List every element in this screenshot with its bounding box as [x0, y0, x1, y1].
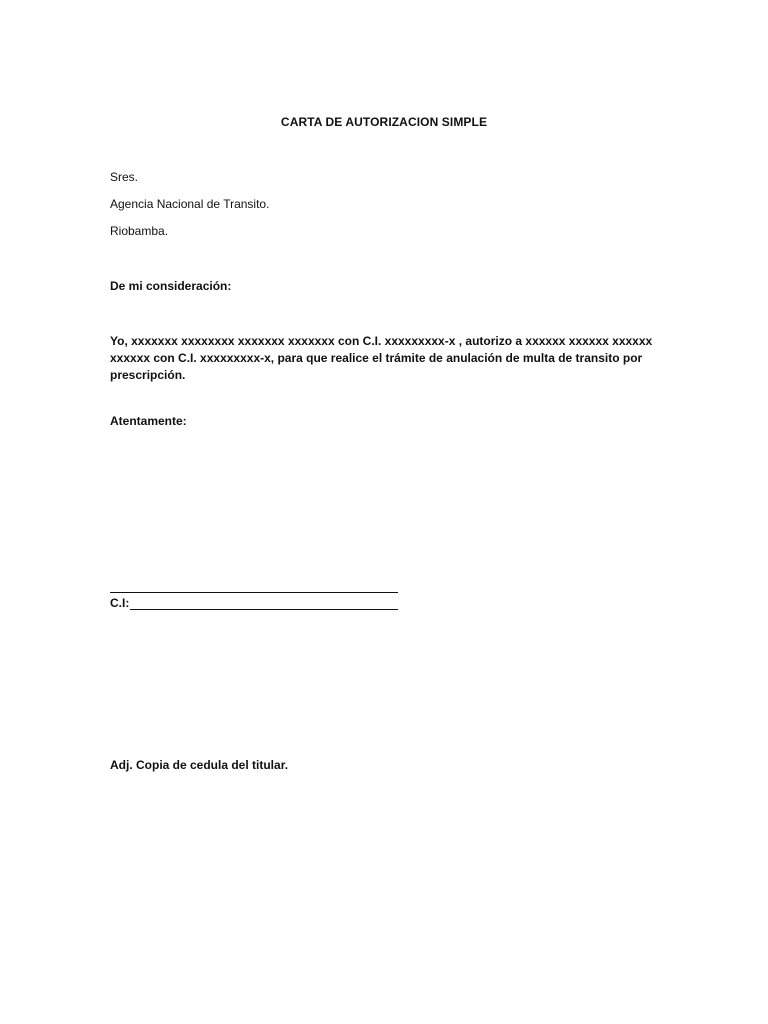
attachment-note: Adj. Copia de cedula del titular.: [110, 758, 289, 772]
salutation: Sres.: [110, 170, 139, 184]
recipient-city: Riobamba.: [110, 224, 169, 238]
document-title: CARTA DE AUTORIZACION SIMPLE: [280, 115, 488, 129]
ci-signature-row: [110, 596, 398, 610]
closing: Atentamente:: [110, 414, 187, 428]
authorization-body: Yo, xxxxxxx xxxxxxxx xxxxxxx xxxxxxx con C.I. xxxxxxxxx-x , autorizo a xxxxxx xxxxxx xxxxxx xxxxxx con C.I. xxxxxxxxx-x, para que realice el trámite de anulación de multa de transito por prescripción.: [110, 334, 653, 382]
ci-underline: [130, 598, 398, 610]
recipient-organization: Agencia Nacional de Transito.: [110, 197, 270, 211]
greeting: De mi consideración:: [110, 279, 232, 293]
signature-line: [110, 580, 398, 593]
ci-label: C.I:: [110, 596, 130, 610]
